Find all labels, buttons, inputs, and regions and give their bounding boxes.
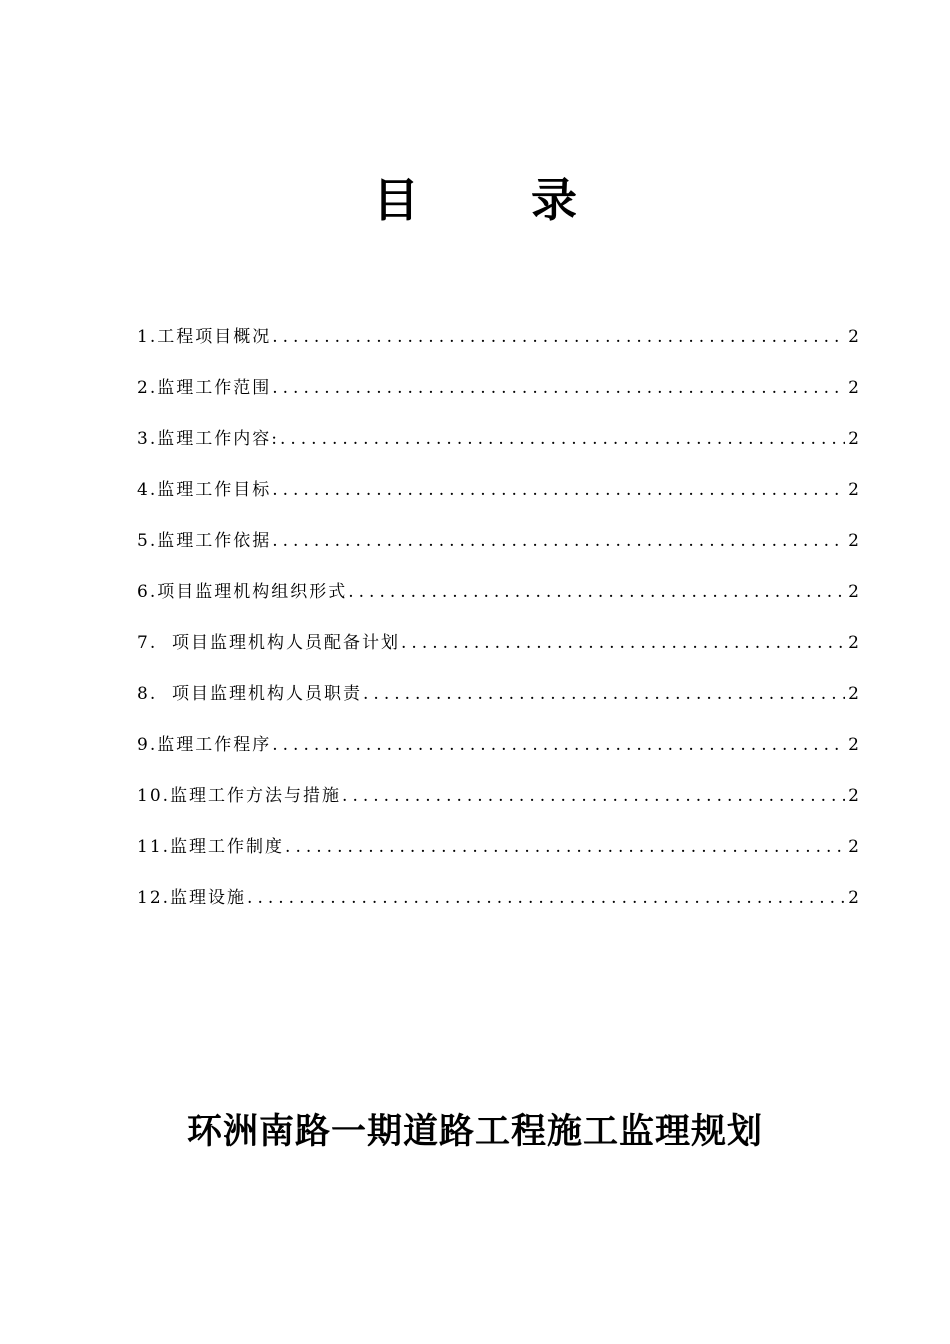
toc-entry-6[interactable] bbox=[137, 577, 859, 628]
dot-leader bbox=[272, 327, 845, 347]
dot-leader bbox=[348, 582, 845, 602]
dot-leader bbox=[401, 633, 845, 653]
toc-entry-page-number: 2 bbox=[848, 684, 859, 704]
toc-entry-8[interactable] bbox=[137, 679, 859, 730]
dot-leader bbox=[247, 888, 845, 908]
toc-entry-2[interactable] bbox=[137, 373, 859, 424]
toc-entry-label: 2.监理工作范围 bbox=[137, 378, 272, 398]
toc-entry-label: 1.工程项目概况 bbox=[137, 327, 272, 347]
dot-leader bbox=[363, 684, 845, 704]
toc-entry-page-number: 2 bbox=[848, 837, 859, 857]
toc-entry-9[interactable] bbox=[137, 730, 859, 781]
toc-entry-page-number: 2 bbox=[848, 327, 859, 347]
toc-entry-11[interactable] bbox=[137, 832, 859, 883]
toc-entry-page-number: 2 bbox=[848, 480, 859, 500]
toc-entry-label: 3.监理工作内容: bbox=[137, 429, 279, 449]
toc-entry-page-number: 2 bbox=[848, 786, 859, 806]
toc-entry-5[interactable] bbox=[137, 526, 859, 577]
dot-leader bbox=[342, 786, 845, 806]
toc-entry-label: 4.监理工作目标 bbox=[137, 480, 272, 500]
dot-leader bbox=[272, 735, 845, 755]
document-title: 环洲南路一期道路工程施工监理规划 bbox=[186, 1111, 763, 1152]
toc-entry-label: 12.监理设施 bbox=[137, 888, 247, 908]
dot-leader bbox=[272, 531, 845, 551]
dot-leader bbox=[285, 837, 845, 857]
toc-entry-7[interactable] bbox=[137, 628, 859, 679]
toc-entry-label: 10.监理工作方法与措施 bbox=[137, 786, 342, 806]
toc-entry-3[interactable] bbox=[137, 424, 859, 475]
toc-entry-label: 9.监理工作程序 bbox=[137, 735, 272, 755]
toc-entry-label: 5.监理工作依据 bbox=[137, 531, 272, 551]
toc-entry-12[interactable] bbox=[137, 883, 859, 934]
dot-leader bbox=[272, 378, 845, 398]
dot-leader bbox=[280, 429, 845, 449]
toc-entry-label: 8. 项目监理机构人员职责 bbox=[137, 684, 363, 704]
toc-entry-1[interactable] bbox=[137, 322, 859, 373]
toc-entry-page-number: 2 bbox=[848, 633, 859, 653]
toc-list bbox=[137, 322, 859, 934]
toc-entry-page-number: 2 bbox=[848, 582, 859, 602]
toc-entry-page-number: 2 bbox=[848, 429, 859, 449]
toc-entry-page-number: 2 bbox=[848, 531, 859, 551]
toc-entry-label: 7. 项目监理机构人员配备计划 bbox=[137, 633, 401, 653]
toc-entry-label: 11.监理工作制度 bbox=[137, 837, 285, 857]
toc-entry-page-number: 2 bbox=[848, 888, 859, 908]
toc-entry-label: 6.项目监理机构组织形式 bbox=[137, 582, 348, 602]
toc-entry-4[interactable] bbox=[137, 475, 859, 526]
toc-heading: 目 录 bbox=[372, 173, 625, 227]
dot-leader bbox=[272, 480, 845, 500]
toc-entry-page-number: 2 bbox=[848, 378, 859, 398]
toc-entry-10[interactable] bbox=[137, 781, 859, 832]
toc-entry-page-number: 2 bbox=[848, 735, 859, 755]
